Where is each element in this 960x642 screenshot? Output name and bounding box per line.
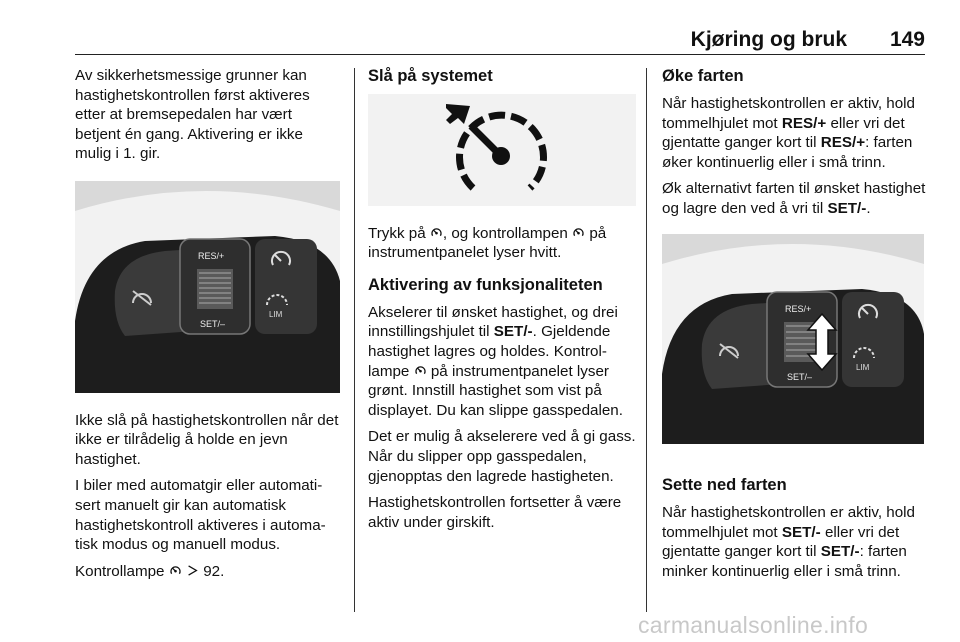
column-divider-2 — [646, 68, 647, 612]
steering-wheel-photo — [75, 181, 340, 393]
gear-shift-paragraph: Hastighetskontrollen fortsetter å være aktiv under girskift. — [368, 494, 622, 531]
cruise-lamp-icon — [572, 226, 585, 239]
cruise-lamp-icon — [414, 364, 427, 377]
increase-paragraph: Når hastighetskontrollen er aktiv, hold tommelhjulet mot RES/+ eller vri det gjentatte ganger kort til RES/+: farten øker kontinuerlig eller i små trinn. — [662, 95, 915, 171]
lim-label: LIM — [856, 362, 870, 372]
switch-on-paragraph: Trykk på , og kontrollampen på instrumentpanelet lyser hvitt. — [368, 224, 607, 262]
accelerate-paragraph: Det er mulig å akselerere ved å gi gass. Når du slipper opp gasspedalen, gjenopptas den lagrede hastigheten. — [368, 428, 636, 485]
control-lamp-reference: Kontrollampe 92. — [75, 562, 225, 580]
cruise-control-button-illustration — [368, 94, 636, 206]
thumbwheel-photo — [662, 234, 924, 444]
page-reference-icon — [186, 564, 199, 577]
column-2 — [368, 66, 636, 539]
column-1 — [75, 66, 340, 588]
set-label: SET/– — [200, 318, 226, 329]
column-divider-1 — [354, 68, 355, 612]
watermark: carmanualsonline.info — [638, 612, 869, 638]
safety-paragraph: Av sikkerhetsmessige grunner kan hastighetskontrollen først aktiveres etter at bremsepedalen har vært betjent én gang. Aktivering er ikke mulig i 1. gir. — [75, 67, 310, 163]
decrease-paragraph: Når hastighetskontrollen er aktiv, hold tommelhjulet mot SET/- eller vri det gjentatte ganger kort til SET/-: farten minker kontinuerlig eller i små trinn. — [662, 504, 915, 580]
heading-switch-on: Slå på systemet — [368, 67, 493, 85]
page-number: 149 — [889, 28, 925, 51]
alternative-paragraph: Øk alternativt farten til ønsket hastighet og lagre den ved å vri til SET/-. — [662, 180, 926, 217]
set-label: SET/– — [787, 371, 813, 382]
heading-decrease-speed: Sette ned farten — [662, 476, 787, 495]
heading-activation: Aktivering av funksjonaliteten — [368, 275, 603, 294]
page-header — [75, 24, 925, 54]
lim-label: LIM — [269, 309, 283, 319]
res-label: RES/+ — [198, 250, 225, 261]
warning-paragraph: Ikke slå på hastighetskontrollen når det ikke er tilrådelig å holde en jevn hastighet. — [75, 411, 339, 468]
activation-paragraph: Akselerer til ønsket hastighet, og drei innstillingshjulet til SET/-. Gjeldende hastighet lagres og holdes. Kontrollampe på instrumentpanelet lyser grønt. Innstill hastighet som vist på displayet. Du kan slippe gasspedalen. — [368, 303, 623, 419]
automatic-paragraph: I biler med automatgir eller automatisert manuelt gir kan automatisk hastighetskontroll aktiveres i automatisk modus og manuell modus. — [75, 477, 326, 554]
header-rule — [75, 54, 925, 55]
res-label: RES/+ — [785, 303, 812, 314]
cruise-lamp-icon — [169, 564, 182, 577]
header-title: Kjøring og bruk — [690, 28, 847, 51]
column-3 — [662, 66, 928, 589]
heading-increase-speed: Øke farten — [662, 67, 744, 85]
cruise-lamp-icon — [430, 226, 443, 239]
